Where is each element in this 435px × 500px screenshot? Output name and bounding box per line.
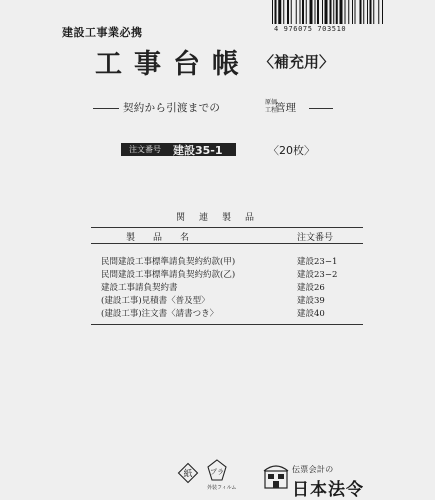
product-name: 建設工事請負契約書 xyxy=(101,283,178,293)
barcode-bar xyxy=(278,0,281,24)
barcode-bar xyxy=(330,0,332,24)
product-code: 建設26 xyxy=(297,283,325,293)
tagline-stack-top: 原価 xyxy=(265,99,278,106)
table-bottom-rule xyxy=(91,324,363,325)
product-code: 建設39 xyxy=(297,296,325,306)
product-code: 建設23−2 xyxy=(297,270,338,280)
company-logo-icon xyxy=(262,460,290,490)
table-header-rule xyxy=(91,243,363,244)
product-name: (建設工事)見積書〈普及型〉 xyxy=(101,296,210,306)
barcode-bar xyxy=(378,0,379,24)
barcode-bar xyxy=(315,0,316,24)
barcode-bar xyxy=(296,0,297,24)
order-number-label: 注文番号 xyxy=(129,145,161,154)
barcode-number: 4 976075 703510 xyxy=(274,25,347,33)
plastic-mark-caption: 外装フィルム xyxy=(207,485,237,491)
barcode-bar xyxy=(283,0,284,24)
table-row xyxy=(91,307,363,322)
barcode-bar xyxy=(360,0,362,24)
product-name: (建設工事)注文書〈請書つき〉 xyxy=(101,309,219,319)
page-title-sub: 〈補充用〉 xyxy=(259,53,335,71)
barcode-bar xyxy=(340,0,343,24)
tagline-stack-bottom: 工程 xyxy=(265,107,278,114)
barcode-bar xyxy=(272,0,273,24)
barcode-bar xyxy=(333,0,334,24)
tagline-rule-left xyxy=(93,108,119,109)
barcode-bar xyxy=(317,0,319,24)
barcode-bar xyxy=(275,0,277,24)
tagline-end: 管理 xyxy=(275,102,296,114)
plastic-mark-text: プラ xyxy=(210,468,224,476)
barcode-bar xyxy=(300,0,301,24)
barcode xyxy=(270,0,425,26)
related-products-table xyxy=(91,227,363,325)
sheet-count: 〈20枚〉 xyxy=(268,144,315,157)
barcode-bar xyxy=(348,0,349,24)
barcode-bar xyxy=(355,0,356,24)
tagline-rule-right xyxy=(309,108,333,109)
barcode-bar xyxy=(382,0,383,24)
order-number-box xyxy=(121,143,236,156)
table-header-code: 注文番号 xyxy=(297,233,334,243)
brand-name: 日本法令 xyxy=(292,480,364,500)
barcode-bar xyxy=(322,0,323,24)
barcode-bar xyxy=(363,0,364,24)
must-have-label: 建設工事業必携 xyxy=(62,26,143,39)
barcode-bar xyxy=(336,0,338,24)
barcode-bar xyxy=(310,0,313,24)
barcode-bar xyxy=(345,0,346,24)
table-header-name: 製品名 xyxy=(126,233,208,243)
barcode-bar xyxy=(291,0,292,24)
barcode-bar xyxy=(352,0,353,24)
related-products-heading: 関連製品 xyxy=(176,213,269,223)
barcode-bar xyxy=(373,0,374,24)
barcode-bar xyxy=(302,0,304,24)
product-code: 建設40 xyxy=(297,309,325,319)
tagline xyxy=(93,95,333,123)
barcode-bar xyxy=(367,0,368,24)
barcode-bar xyxy=(370,0,372,24)
product-code: 建設23−1 xyxy=(297,257,338,267)
tagline-main: 契約から引渡までの xyxy=(123,102,221,114)
paper-recycle-icon xyxy=(177,462,199,484)
brand-tagline: 伝票会計の xyxy=(292,465,334,474)
barcode-bar xyxy=(287,0,289,24)
table-top-rule xyxy=(91,227,363,228)
page-title: 工事台帳 xyxy=(95,49,251,80)
barcode-bar xyxy=(306,0,307,24)
order-number-code: 建設35-1 xyxy=(173,144,223,157)
barcode-bar xyxy=(325,0,328,24)
product-name: 民間建設工事標準請負契約約款(乙) xyxy=(101,270,236,280)
product-name: 民間建設工事標準請負契約約款(甲) xyxy=(101,257,236,267)
paper-mark-text: 紙 xyxy=(183,469,193,480)
